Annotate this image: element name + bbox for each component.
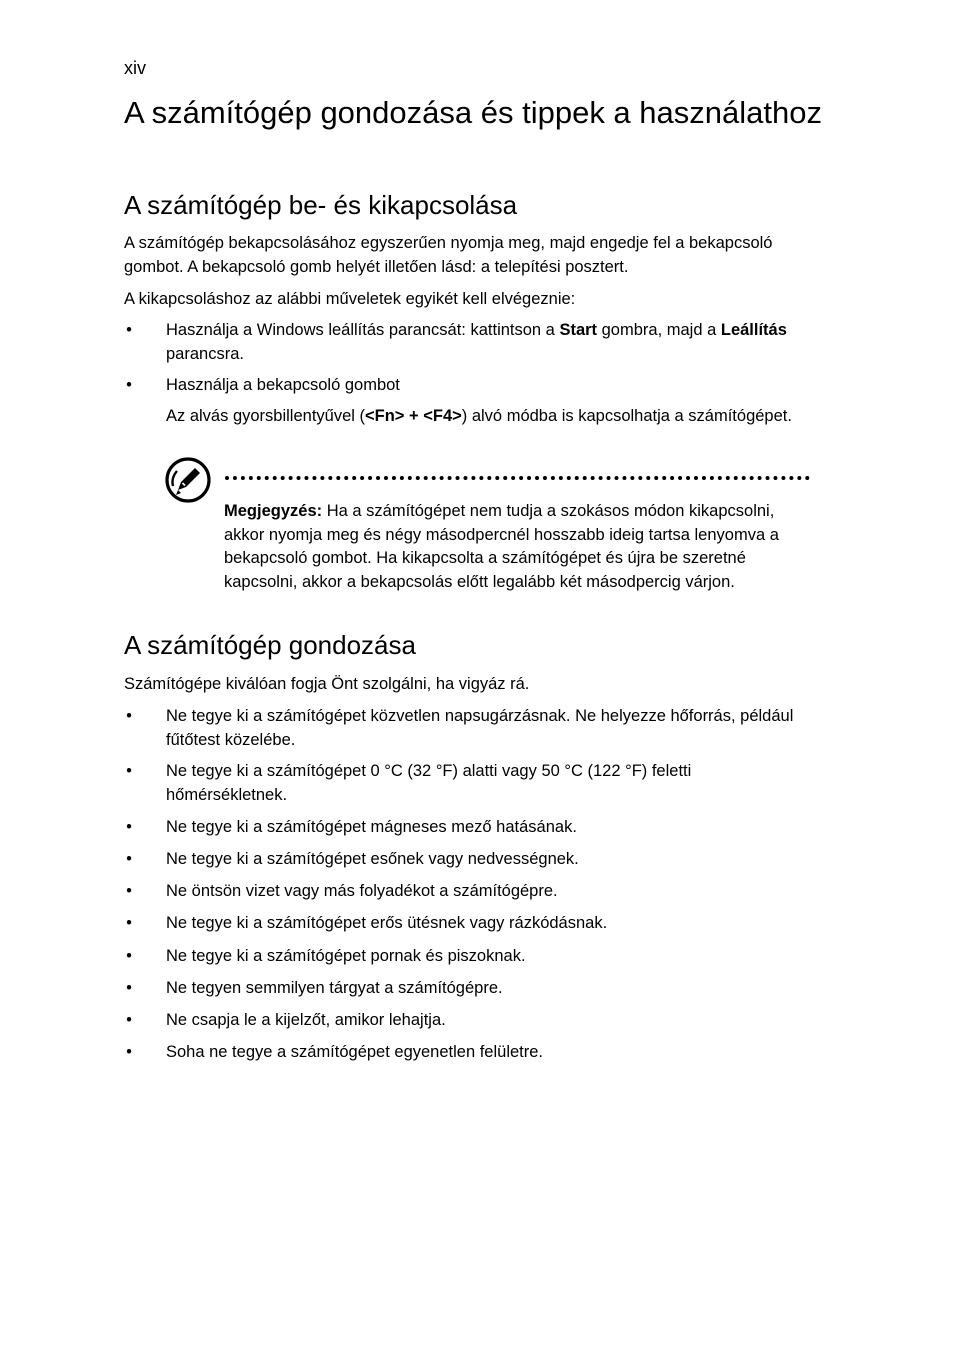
page-title: A számítógép gondozása és tippek a használathoz — [124, 95, 822, 130]
bullet: • — [126, 850, 132, 868]
bold-hotkey: <Fn> + <F4> — [365, 407, 462, 425]
text-run: parancsra. — [166, 344, 244, 363]
note-pencil-icon — [164, 456, 212, 504]
bold-start: Start — [559, 321, 598, 339]
bullet: • — [126, 914, 132, 932]
list-item-text: Ne tegye ki a számítógépet pornak és piszoknak. — [166, 947, 526, 965]
bullet: • — [126, 707, 132, 725]
bullet: • — [126, 1043, 132, 1061]
text-run: Használja a Windows leállítás parancsát: kattintson a — [166, 321, 560, 339]
list-item-text: Ne tegye ki a számítógépet 0 °C (32 °F) alatti vagy 50 °C (122 °F) feletti hőmérsékletnek. — [166, 762, 692, 804]
list-item-text: Ne tegyen semmilyen tárgyat a számítógépre. — [166, 979, 503, 997]
power-off-intro: A kikapcsoláshoz az alábbi műveletek egyikét kell elvégeznie: — [124, 290, 576, 308]
note-label: Megjegyzés: — [224, 502, 323, 520]
bullet: • — [126, 762, 132, 780]
bold-shutdown: Leállítás — [720, 321, 787, 339]
note-divider — [225, 476, 810, 480]
bullet: • — [126, 882, 132, 900]
list-item-text: Ne öntsön vizet vagy más folyadékot a számítógépre. — [166, 882, 558, 900]
list-item-text: Ne tegye ki a számítógépet esőnek vagy nedvességnek. — [166, 850, 579, 868]
bullet: • — [126, 818, 132, 836]
note-text — [224, 500, 804, 594]
text-run: Az alvás gyorsbillentyűvel ( — [166, 407, 365, 425]
note-body: Ha a számítógépet nem tudja a szokásos módon kikapcsolni, akkor nyomja meg és négy másodpercnél hosszabb ideig tartsa lenyomva a bekapcsoló gombot. Ha kikapcsolta a számítógépet és újra be szeretné kapcsolni, akkor a bekapcsolás előtt legalább két másodpercig várjon. — [224, 502, 779, 591]
list-item-text: Használja a bekapcsoló gombot — [166, 376, 400, 394]
list-item-text — [166, 319, 814, 366]
care-intro: Számítógépe kiválóan fogja Önt szolgálni, ha vigyáz rá. — [124, 675, 530, 693]
list-item-text: Ne tegye ki a számítógépet erős ütésnek vagy rázkódásnak. — [166, 914, 608, 932]
bullet: • — [126, 376, 132, 394]
bullet: • — [126, 979, 132, 997]
page-number: xiv — [124, 58, 146, 78]
list-item-text: Soha ne tegye a számítógépet egyenetlen felületre. — [166, 1043, 544, 1061]
bullet: • — [126, 321, 132, 339]
list-item-text: Ne csapja le a kijelzőt, amikor lehajtja. — [166, 1011, 446, 1029]
section-heading-care: A számítógép gondozása — [124, 630, 416, 660]
text-run: ) alvó módba is kapcsolhatja a számítógépet. — [461, 407, 792, 425]
bullet: • — [126, 1011, 132, 1029]
list-item-text: Ne tegye ki a számítógépet mágneses mező hatásának. — [166, 818, 577, 836]
list-item-text: Ne tegye ki a számítógépet közvetlen napsugárzásnak. Ne helyezze hőforrás, például fűtőtest közelébe. — [166, 707, 794, 749]
bullet: • — [126, 947, 132, 965]
text-run: gombra, majd a — [597, 321, 721, 339]
sleep-hotkey-paragraph — [166, 405, 814, 429]
section-heading-power: A számítógép be- és kikapcsolása — [124, 190, 518, 220]
power-on-paragraph: A számítógép bekapcsolásához egyszerűen nyomja meg, majd engedje fel a bekapcsoló gombot. A bekapcsoló gomb helyét illetően lásd: a telepítési posztert. — [124, 234, 773, 276]
